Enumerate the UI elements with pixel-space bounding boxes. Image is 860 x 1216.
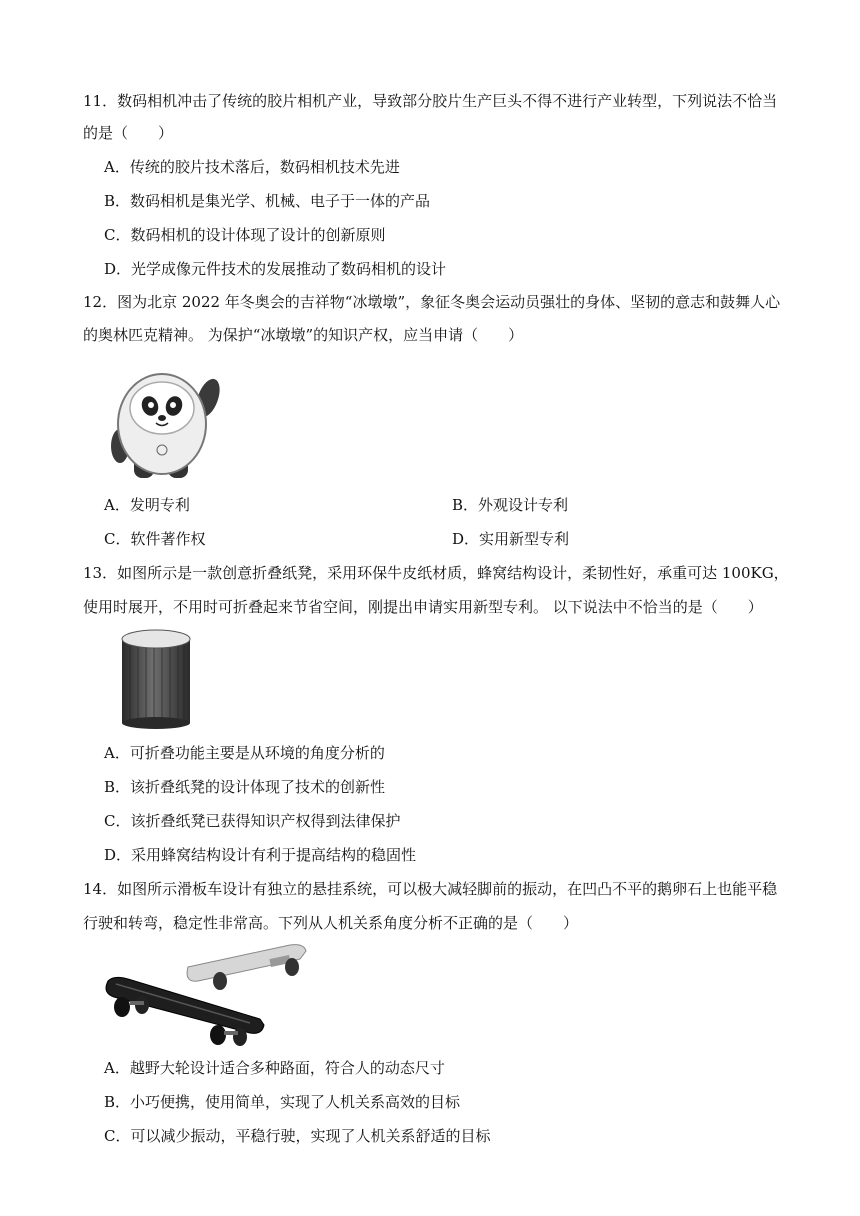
question-14-option-b: B．小巧便携，使用简单，实现了人机关系高效的目标	[104, 1093, 461, 1111]
question-11-option-b: B．数码相机是集光学、机械、电子于一体的产品	[104, 192, 431, 210]
question-12-text-line-1: 12．图为北京 2022 年冬奥会的吉祥物“冰墩墩”，象征冬奥会运动员强壮的身体、坚韧的意志和鼓舞人心	[83, 293, 781, 311]
question-13-text-line-1: 13．如图所示是一款创意折叠纸凳，采用环保牛皮纸材质，蜂窝结构设计，柔韧性好，承重可达 100KG，	[83, 564, 789, 582]
question-12-option-a: A．发明专利	[104, 496, 190, 514]
folding-stool-image	[114, 627, 198, 731]
question-11-text-line-1: 11．数码相机冲击了传统的胶片相机产业，导致部分胶片生产巨头不得不进行产业转型，下列说法不恰当	[83, 92, 778, 110]
question-11-option-d: D．光学成像元件技术的发展推动了数码相机的设计	[104, 260, 447, 278]
question-12-option-b: B．外观设计专利	[452, 496, 569, 514]
mascot-image	[100, 358, 224, 482]
question-13-option-a: A．可折叠功能主要是从环境的角度分析的	[104, 744, 385, 762]
question-14-text-line-2: 行驶和转弯，稳定性非常高。下列从人机关系角度分析不正确的是（ ）	[83, 914, 579, 932]
question-13-option-b: B．该折叠纸凳的设计体现了技术的创新性	[104, 778, 386, 796]
question-14-option-a: A．越野大轮设计适合多种路面，符合人的动态尺寸	[104, 1059, 445, 1077]
skateboard-image	[100, 937, 312, 1047]
question-13-option-d: D．采用蜂窝结构设计有利于提高结构的稳固性	[104, 846, 417, 864]
question-13-option-c: C．该折叠纸凳已获得知识产权得到法律保护	[104, 812, 401, 830]
question-12-text-line-2: 的奥林匹克精神。 为保护“冰墩墩”的知识产权，应当申请（ ）	[83, 326, 524, 344]
question-13-text-line-2: 使用时展开，不用时可折叠起来节省空间，刚提出申请实用新型专利。 以下说法中不恰当的是（ ）	[83, 598, 763, 616]
question-11-option-c: C．数码相机的设计体现了设计的创新原则	[104, 226, 386, 244]
question-12-option-c: C．软件著作权	[104, 530, 206, 548]
question-14-text-line-1: 14．如图所示滑板车设计有独立的悬挂系统，可以极大减轻脚前的振动，在凹凸不平的鹅卵石上也能平稳	[83, 880, 778, 898]
question-11-option-a: A．传统的胶片技术落后，数码相机技术先进	[104, 158, 400, 176]
question-14-option-c: C．可以减少振动，平稳行驶，实现了人机关系舒适的目标	[104, 1127, 491, 1145]
question-12-option-d: D．实用新型专利	[452, 530, 570, 548]
question-11-text-line-2: 的是（ ）	[83, 124, 174, 142]
